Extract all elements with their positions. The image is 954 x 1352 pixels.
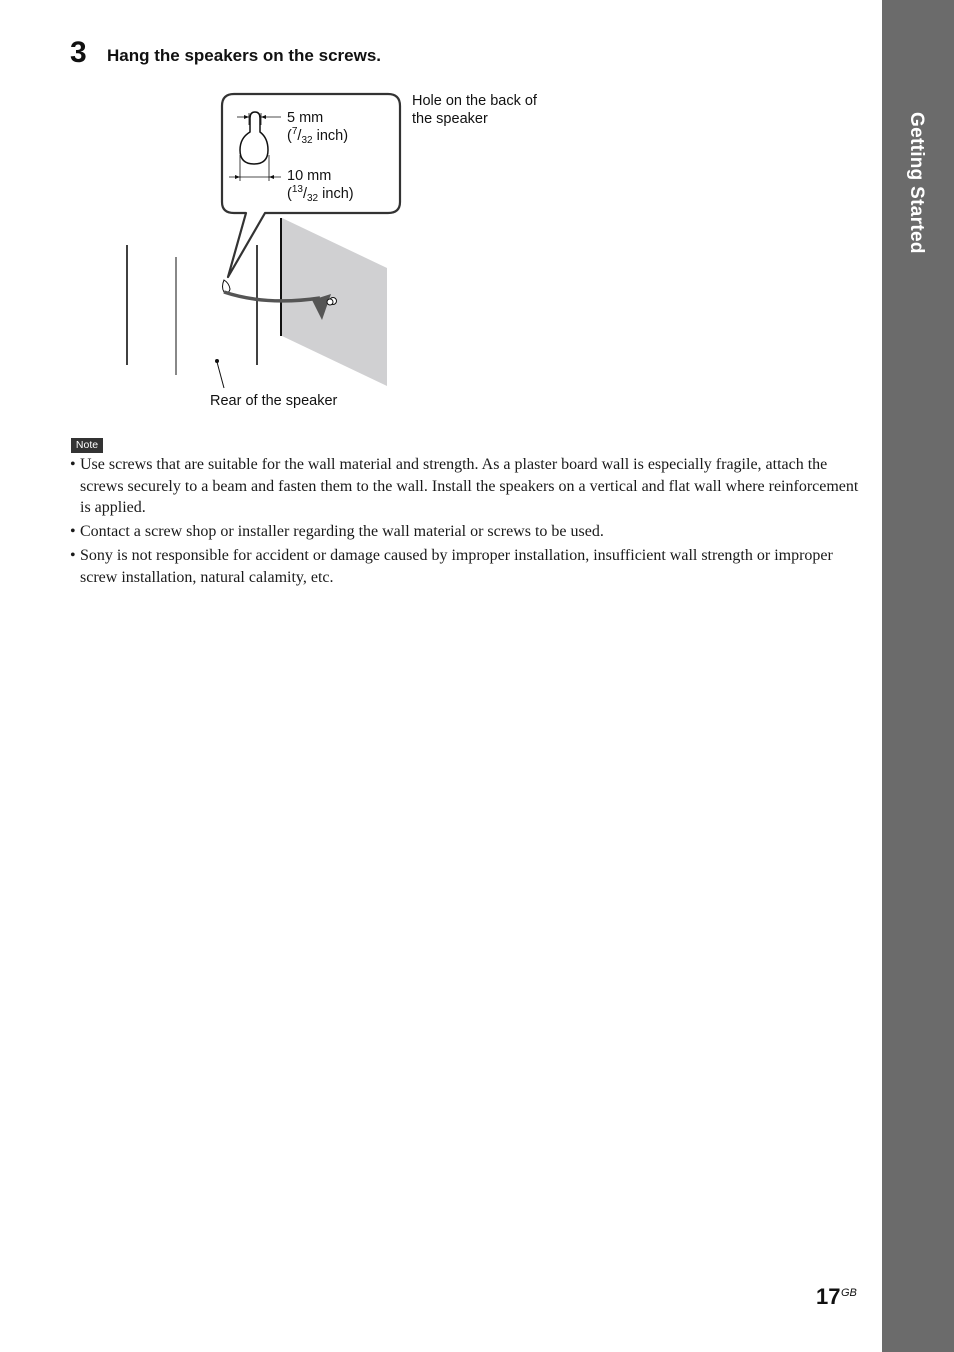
section-tab-label: Getting Started	[906, 112, 927, 254]
note-item: • Sony is not responsible for accident or damage caused by improper installation, insufficient wall strength or improper screw installation, natural calamity, etc.	[70, 545, 860, 588]
screw-head-icon	[223, 280, 231, 293]
hole-callout-label-line1: Hole on the back of	[412, 93, 537, 109]
note-item: • Contact a screw shop or installer regarding the wall material or screws to be used.	[70, 521, 860, 543]
note-list	[70, 454, 860, 591]
step-number: 3	[70, 36, 87, 69]
step-title: Hang the speakers on the screws.	[107, 46, 381, 65]
dimension-small-mm: 5 mm	[287, 110, 324, 126]
speaker-mounting-diagram	[0, 0, 882, 420]
page-region-suffix: GB	[841, 1287, 857, 1299]
rear-of-speaker-label: Rear of the speaker	[210, 393, 338, 409]
dimension-large-inch: ($^{13}/_{32}$ inch)	[287, 184, 354, 204]
dimension-large-mm: 10 mm	[287, 168, 332, 184]
dimension-small-inch: ($^7/_{32}$ inch)	[287, 126, 349, 146]
note-item: • Use screws that are suitable for the wall material and strength. As a plaster board wall is especially fragile, attach the screws securely to a beam and fasten them to the wall. Install the speakers on a vertical and flat wall where reinforcement is applied.	[70, 454, 860, 519]
rear-label-leader	[217, 362, 224, 388]
hole-callout-label-line2: the speaker	[412, 111, 488, 127]
mounting-illustration	[0, 0, 882, 420]
page-number: 17	[816, 1284, 841, 1309]
note-badge: Note	[71, 438, 103, 453]
